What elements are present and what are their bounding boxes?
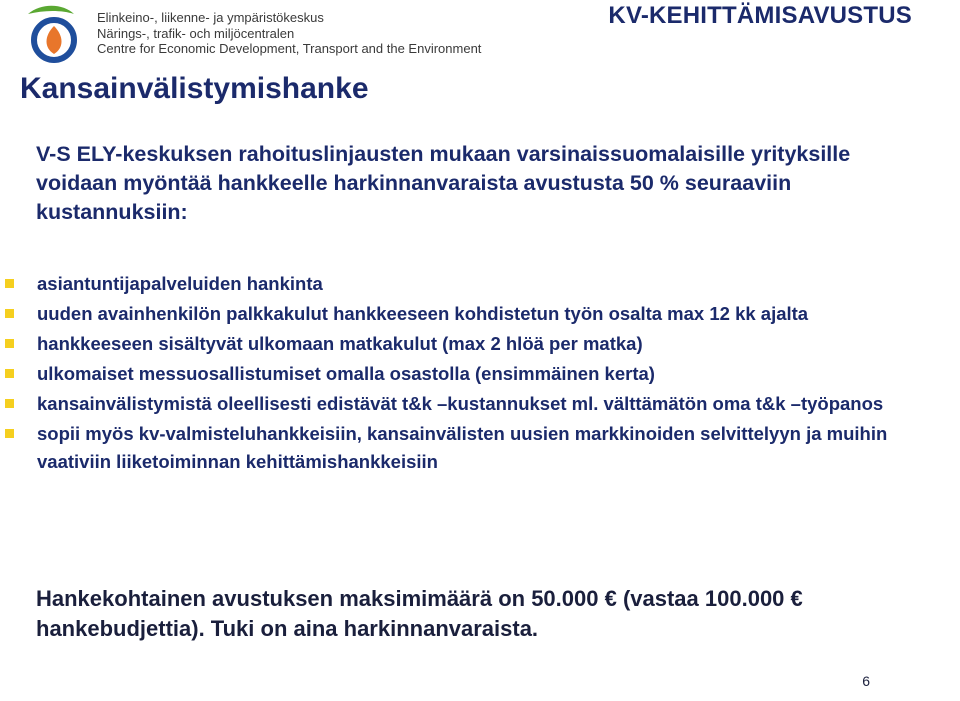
square-bullet-icon [5, 399, 14, 408]
page-title: Kansainvälistymishanke [20, 72, 369, 105]
list-item [0, 360, 960, 388]
logo-green-leaf [28, 6, 74, 14]
header-title: KV-KEHITTÄMISAVUSTUS [608, 2, 912, 29]
list-item [0, 390, 960, 418]
page-number: 6 [862, 673, 870, 689]
list-item [0, 300, 960, 328]
org-name-swedish: Närings-, trafik- och miljöcentralen [97, 25, 295, 41]
list-item [0, 330, 960, 358]
ely-logo [24, 4, 90, 64]
organization-name [97, 10, 481, 57]
logo-orange-drop [47, 26, 62, 54]
square-bullet-icon [5, 279, 14, 288]
funding-summary: Hankekohtainen avustuksen maksimimäärä on 50.000 € (vastaa 100.000 € hankebudjettia). Tuki on aina harkinnanvaraista. [36, 586, 803, 641]
list-item-text: sopii myös kv-valmisteluhankkeisiin, kansainvälisten uusien markkinoiden selvittelyyn ja muihin vaativiin liiketoiminnan kehittämishankkeisiin [37, 423, 888, 472]
square-bullet-icon [5, 429, 14, 438]
list-item-text: kansainvälistymistä oleellisesti edistävät t&k –kustannukset ml. välttämätön oma t&k –työpanos [37, 393, 884, 414]
org-name-english: Centre for Economic Development, Transport and the Environment [97, 41, 482, 56]
square-bullet-icon [5, 369, 14, 378]
list-item-text: hankkeeseen sisältyvät ulkomaan matkakulut (max 2 hlöä per matka) [37, 333, 643, 354]
list-item [0, 420, 960, 476]
list-item-text: uuden avainhenkilön palkkakulut hankkeeseen kohdistetun työn osalta max 12 kk ajalta [37, 303, 809, 324]
list-item-text: asiantuntijapalveluiden hankinta [37, 273, 323, 294]
intro-paragraph: V-S ELY-keskuksen rahoituslinjausten mukaan varsinaissuomalaisille yrityksille voidaan myöntää hankkeelle harkinnanvaraista avustusta 50 % seuraaviin kustannuksiin: [36, 142, 851, 224]
square-bullet-icon [5, 309, 14, 318]
org-name-finnish: Elinkeino-, liikenne- ja ympäristökeskus [97, 10, 324, 25]
list-item-text: ulkomaiset messuosallistumiset omalla osastolla (ensimmäinen kerta) [37, 363, 655, 384]
list-item [0, 270, 960, 298]
square-bullet-icon [5, 339, 14, 348]
cost-bullet-list [0, 270, 960, 478]
